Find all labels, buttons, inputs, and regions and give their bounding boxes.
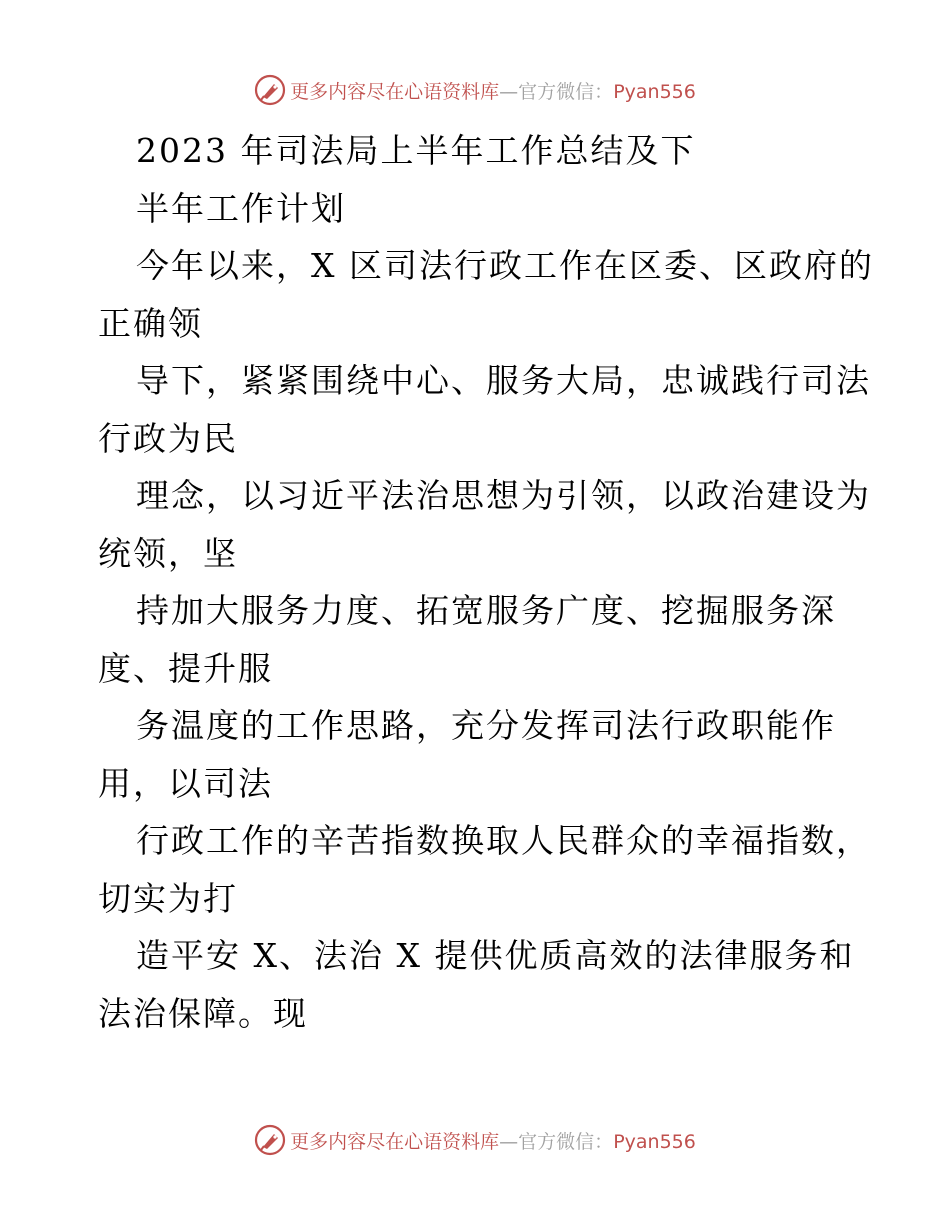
document-line: 理念，以习近平法治思想为引领，以政治建设为 xyxy=(136,476,871,515)
banner-dash: — xyxy=(499,80,519,103)
banner-text xyxy=(290,77,696,104)
document-line: 用，以司法 xyxy=(98,763,273,803)
header-banner xyxy=(0,70,950,110)
banner-wechat-label: 官方微信： xyxy=(518,1130,614,1153)
document-line: 法治保障。现 xyxy=(98,993,308,1033)
document-line: 切实为打 xyxy=(98,878,238,918)
document-line: 2023 年司法局上半年工作总结及下 xyxy=(136,131,696,170)
document-line: 导下，紧紧围绕中心、服务大局，忠诚践行司法 xyxy=(136,361,871,400)
footer-banner xyxy=(0,1120,950,1160)
document-line: 今年以来，X 区司法行政工作在区委、区政府的 xyxy=(136,246,874,285)
banner-dash: — xyxy=(499,1130,519,1153)
document-line: 统领，坚 xyxy=(98,533,238,573)
document-line: 正确领 xyxy=(98,303,203,343)
document-line: 持加大服务力度、拓宽服务广度、挖掘服务深 xyxy=(136,591,836,630)
document-line: 造平安 X、法治 X 提供优质高效的法律服务和 xyxy=(136,936,855,975)
document-line: 行政工作的辛苦指数换取人民群众的幸福指数， xyxy=(136,821,871,860)
banner-wechat-id: Pyan556 xyxy=(613,80,696,103)
document-line: 务温度的工作思路，充分发挥司法行政职能作 xyxy=(136,706,836,745)
banner-wechat-id: Pyan556 xyxy=(613,1130,696,1153)
document-line: 行政为民 xyxy=(98,418,238,458)
banner-wechat-label: 官方微信： xyxy=(518,80,614,103)
document-line: 度、提升服 xyxy=(98,648,273,688)
banner-brand: 更多内容尽在心语资料库 xyxy=(290,1130,500,1153)
banner-brand: 更多内容尽在心语资料库 xyxy=(290,80,500,103)
document-body xyxy=(98,122,874,1042)
pen-nib-logo-icon xyxy=(254,1124,286,1156)
document-line: 半年工作计划 xyxy=(136,188,346,228)
pen-nib-logo-icon xyxy=(254,74,286,106)
banner-text xyxy=(290,1127,696,1154)
